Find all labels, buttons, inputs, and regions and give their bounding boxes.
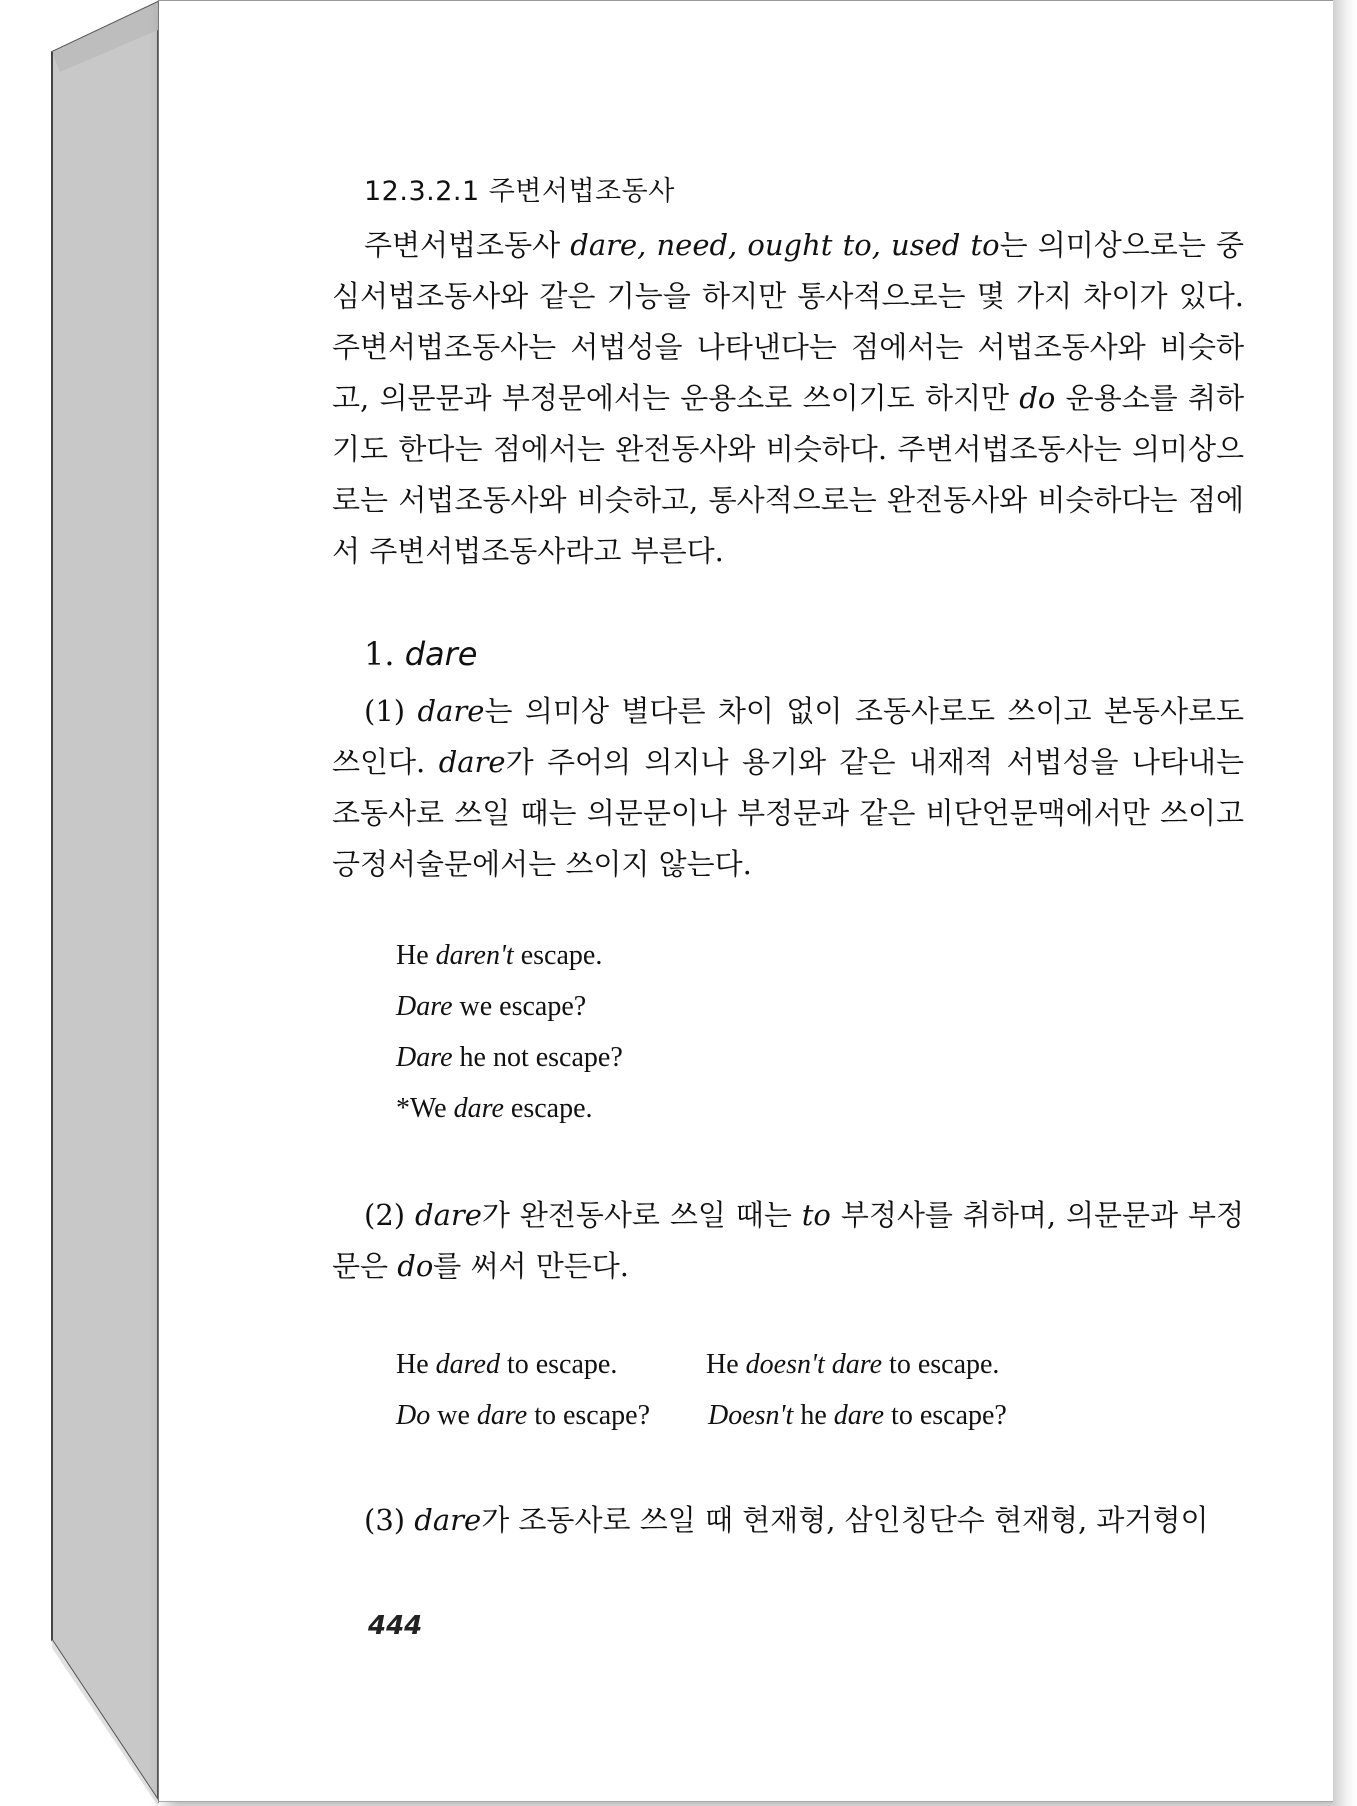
example-sentence: He dared to escape. [396, 1349, 618, 1380]
point-1-paragraph: (1) dare는 의미상 별다른 차이 없이 조동사로도 쓰이고 본동사로도 쓰인다. dare가 주어의 의지나 용기와 같은 내재적 서법성을 나타내는 조동사로 쓰일 때는 의문문이나 부정문과 같은 비단언문맥에서만 쓰이고 긍정서술문에서는 쓰이지 않는다. [332, 694, 1244, 881]
book-spine-edge [0, 0, 170, 1806]
example-sentence: Dare we escape? [396, 991, 587, 1022]
example-sentence: Doesn't he dare to escape? [708, 1400, 1007, 1431]
section-heading: 12.3.2.1 주변서법조동사 [364, 176, 675, 207]
example-list-1 [396, 930, 623, 1134]
point-3-paragraph: (3) dare가 조동사로 쓰일 때 현재형, 삼인칭단수 현재형, 과거형이 [364, 1503, 1209, 1537]
intro-paragraph: 주변서법조동사 dare, need, ought to, used to는 의미상으로는 중심서법조동사와 같은 기능을 하지만 통사적으로는 몇 가지 차이가 있다. 주변서법조동사는 서법성을 나타낸다는 점에서는 서법조동사와 비슷하고, 의문문과 부정문에서는 운용소로 쓰이기도 하지만 do 운용소를 취하기도 한다는 점에서는 완전동사와 비슷하다. 주변서법조동사는 의미상으로는 서법조동사와 비슷하고, 통사적으로는 완전동사와 비슷하다는 점에서 주변서법조동사라고 부른다. [332, 228, 1244, 568]
page-number: 444 [368, 1611, 423, 1641]
page-edge-shadow [1333, 0, 1357, 1806]
subsection-title: 1. dare [364, 635, 478, 673]
example-sentence: *We dare escape. [396, 1093, 593, 1124]
example-sentence: Dare he not escape? [396, 1042, 623, 1073]
example-sentence: Do we dare to escape? [396, 1400, 651, 1431]
example-sentence: He doesn't dare to escape. [706, 1349, 1000, 1380]
point-2-paragraph: (2) dare가 완전동사로 쓰일 때는 to 부정사를 취하며, 의문문과 부정문은 do를 써서 만든다. [332, 1198, 1245, 1283]
example-sentence: He daren't escape. [396, 940, 603, 971]
